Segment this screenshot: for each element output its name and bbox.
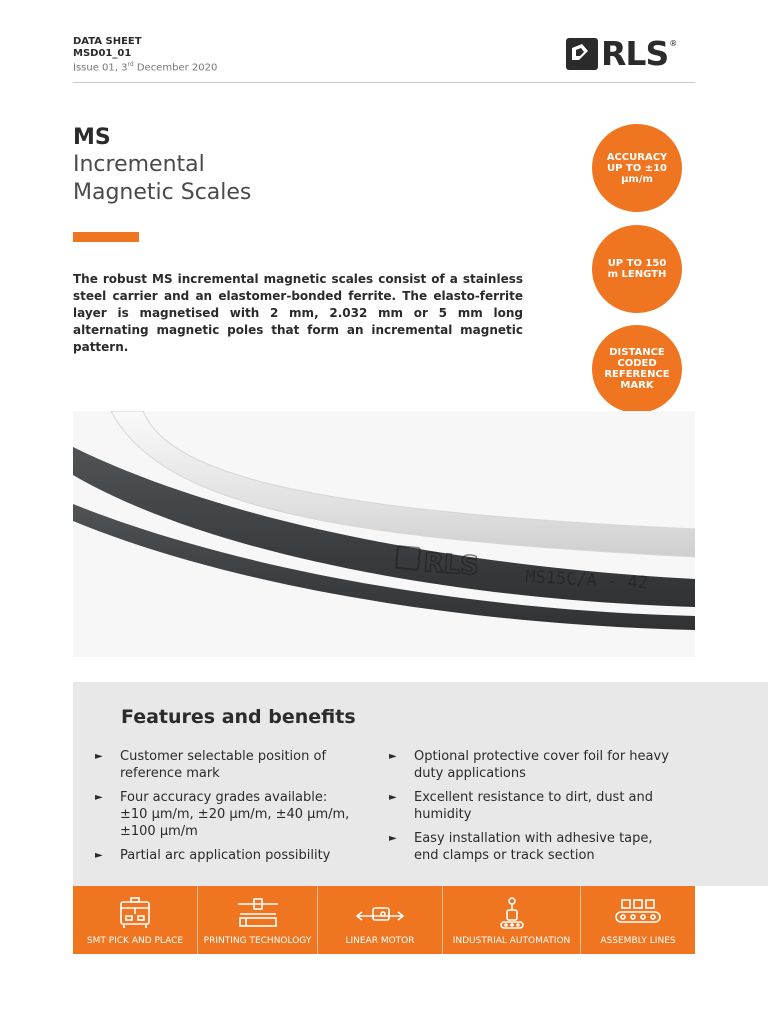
pick-and-place-icon xyxy=(118,896,152,930)
doc-code: MSD01_01 xyxy=(73,47,132,59)
registered-mark: ® xyxy=(669,39,678,48)
bullet-arrow-icon: ► xyxy=(95,792,103,803)
bullet-arrow-icon: ► xyxy=(389,751,397,762)
applications-strip xyxy=(73,886,695,954)
features-panel xyxy=(73,682,768,886)
scale-marking-text: MS15C/A - 42 xyxy=(524,567,649,594)
product-photo xyxy=(73,411,695,657)
doc-type: DATA SHEET xyxy=(73,36,142,47)
title-line-1: Incremental xyxy=(73,152,205,177)
logo-wordmark: RLS xyxy=(601,34,669,73)
issue-date: Issue 01, 3rd December 2020 xyxy=(73,61,218,74)
list-item: ► Customer selectable position of reference mark xyxy=(95,749,327,781)
application-label: INDUSTRIAL AUTOMATION xyxy=(452,936,571,946)
list-item: ► Optional protective cover foil for heavy duty applications xyxy=(389,749,669,781)
application-assembly-lines xyxy=(580,886,695,954)
rls-logo-mark-icon xyxy=(566,38,598,70)
features-heading: Features and benefits xyxy=(121,706,356,728)
conveyor-icon xyxy=(613,896,663,930)
application-printing xyxy=(197,886,317,954)
application-label: LINEAR MOTOR xyxy=(345,936,415,946)
application-label: SMT PICK AND PLACE xyxy=(86,936,184,946)
product-code: MS xyxy=(73,125,111,150)
application-industrial-automation xyxy=(442,886,580,954)
document-meta xyxy=(73,36,217,74)
list-item: ► Four accuracy grades available: ±10 µm/m, ±20 µm/m, ±40 µm/m, ±100 µm/m xyxy=(95,790,350,839)
accuracy-badge: ACCURACY UP TO ±10 µm/m xyxy=(592,124,682,212)
reference-mark-badge: DISTANCE CODED REFERENCE MARK xyxy=(592,325,682,413)
features-list-left xyxy=(95,748,355,871)
title-line-2: Magnetic Scales xyxy=(73,180,252,205)
application-smt xyxy=(73,886,197,954)
bullet-arrow-icon: ► xyxy=(95,850,103,861)
features-list-right xyxy=(389,748,679,871)
application-label: ASSEMBLY LINES xyxy=(600,936,676,946)
linear-motor-icon xyxy=(353,896,407,930)
list-item: ► Excellent resistance to dirt, dust and humidity xyxy=(389,790,654,822)
bullet-arrow-icon: ► xyxy=(389,792,397,803)
application-linear-motor xyxy=(317,886,442,954)
printer-icon xyxy=(236,896,280,930)
magnetic-scale-illustration xyxy=(73,411,695,657)
intro-paragraph: The robust MS incremental magnetic scales consist of a stainless steel carrier and an elastomer-bonded ferrite. The elasto-ferrite layer is magnetised with 2 mm, 2.032 mm or 5 mm long alternating magnetic poles that form an incremental magnetic pattern. xyxy=(73,272,523,354)
application-label: PRINTING TECHNOLOGY xyxy=(203,936,312,946)
rls-logo xyxy=(566,34,700,73)
header-divider xyxy=(73,82,695,83)
robot-arm-icon xyxy=(497,896,527,932)
bullet-arrow-icon: ► xyxy=(95,751,103,762)
svg-text:RLS: RLS xyxy=(422,548,480,582)
bullet-arrow-icon: ► xyxy=(389,833,397,844)
accent-bar xyxy=(73,232,139,242)
list-item: ► Partial arc application possibility xyxy=(95,848,331,863)
list-item: ► Easy installation with adhesive tape, end clamps or track section xyxy=(389,831,653,863)
length-badge: UP TO 150 m LENGTH xyxy=(592,225,682,313)
page-title xyxy=(73,124,251,207)
